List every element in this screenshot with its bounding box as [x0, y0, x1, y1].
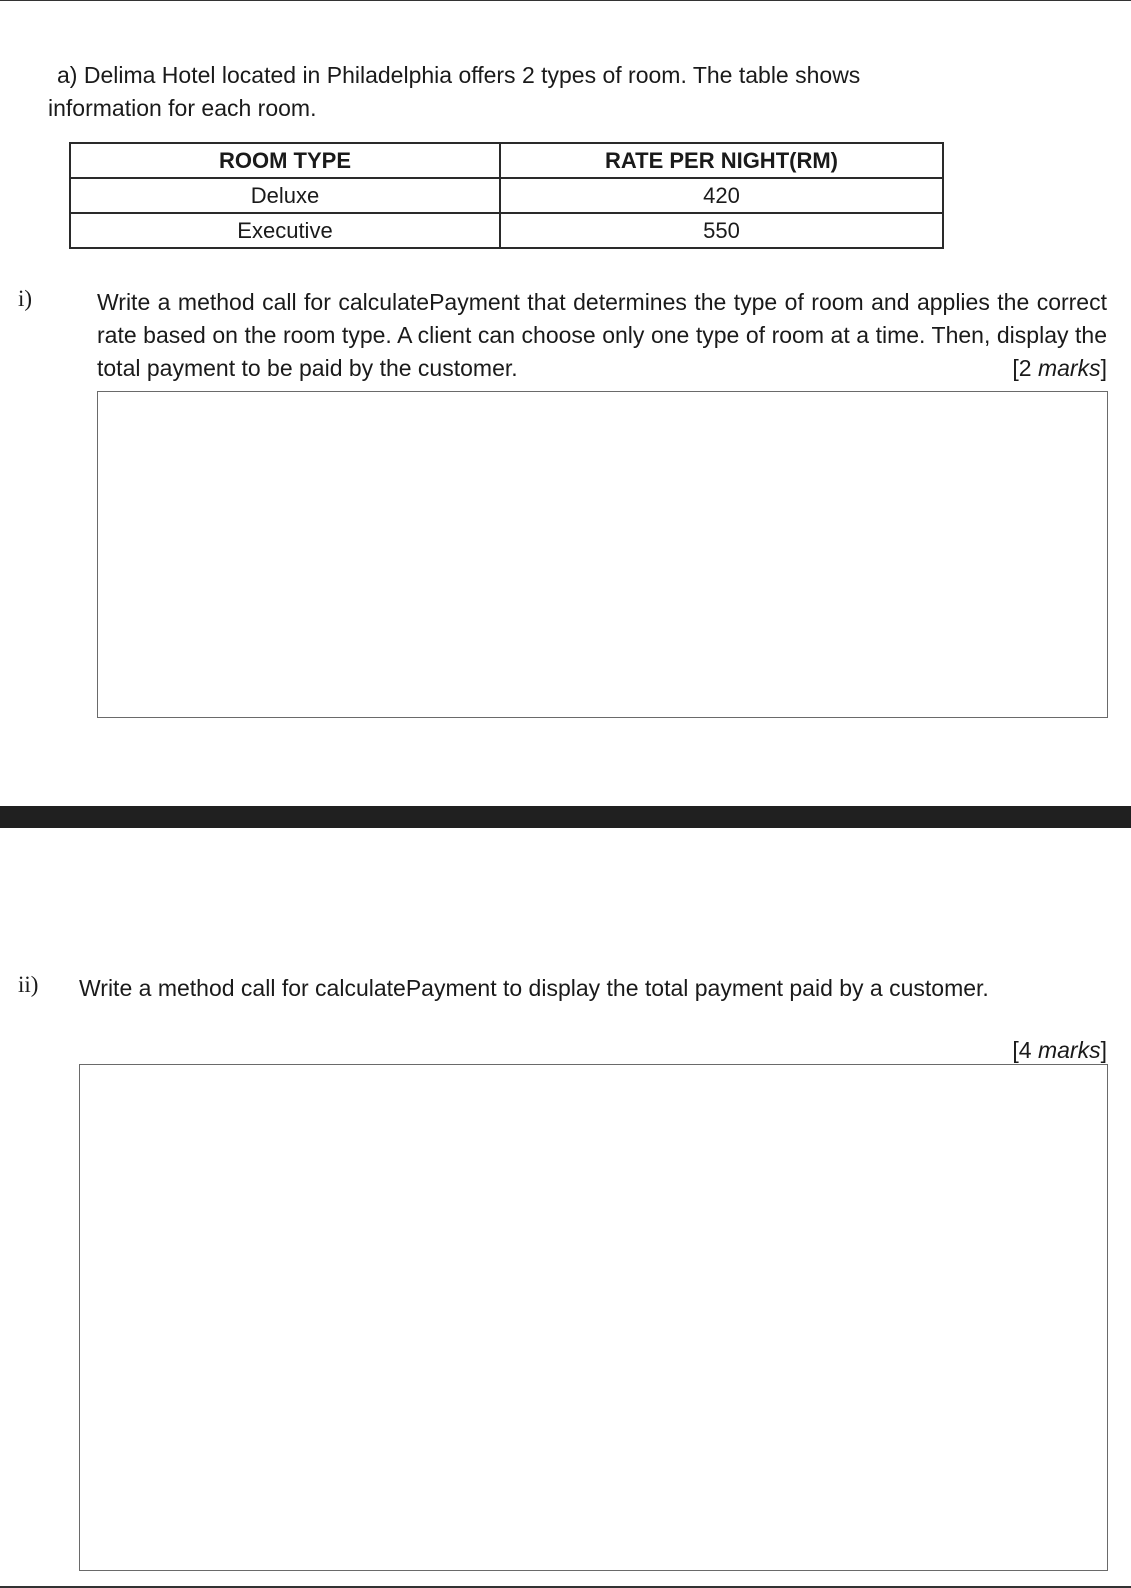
- header-room-type: ROOM TYPE: [70, 143, 500, 178]
- table-row: [70, 213, 943, 248]
- cell-rate: 420: [500, 178, 943, 213]
- question-ii-number: ii): [18, 972, 39, 997]
- question-i-marks: [1012, 352, 1107, 385]
- table-header-row: [70, 143, 943, 178]
- cell-rate: 550: [500, 213, 943, 248]
- answer-box-i[interactable]: [97, 391, 1108, 718]
- question-i-number: i): [18, 286, 33, 311]
- room-rate-table: [69, 142, 944, 249]
- header-rate-per-night: RATE PER NIGHT(RM): [500, 143, 943, 178]
- marks-word: marks: [1037, 1037, 1101, 1063]
- top-rule: [0, 0, 1131, 1]
- answer-box-ii[interactable]: [79, 1064, 1108, 1571]
- question-ii-marks: [1012, 1034, 1107, 1067]
- marks-open: [4: [1012, 1037, 1038, 1063]
- cell-room-type: Executive: [70, 213, 500, 248]
- table-row: [70, 178, 943, 213]
- dark-divider-band: [0, 806, 1131, 828]
- question-ii-text: Write a method call for calculatePayment to display the total payment paid by a customer.: [79, 975, 989, 1001]
- cell-room-type: Deluxe: [70, 178, 500, 213]
- marks-open: [2: [1012, 355, 1038, 381]
- intro-line-2: information for each room.: [48, 95, 317, 121]
- intro-line-1: a) Delima Hotel located in Philadelphia offers 2 types of room. The table shows: [57, 62, 861, 88]
- marks-word: marks: [1037, 355, 1101, 381]
- marks-close: ]: [1100, 1037, 1107, 1063]
- question-i-text: Write a method call for calculatePayment that determines the type of room and applies the correct rate based on the room type. A client can choose only one type of room at a time. Then, display the total payment to be paid by the customer.: [97, 289, 1107, 381]
- marks-close: ]: [1100, 355, 1107, 381]
